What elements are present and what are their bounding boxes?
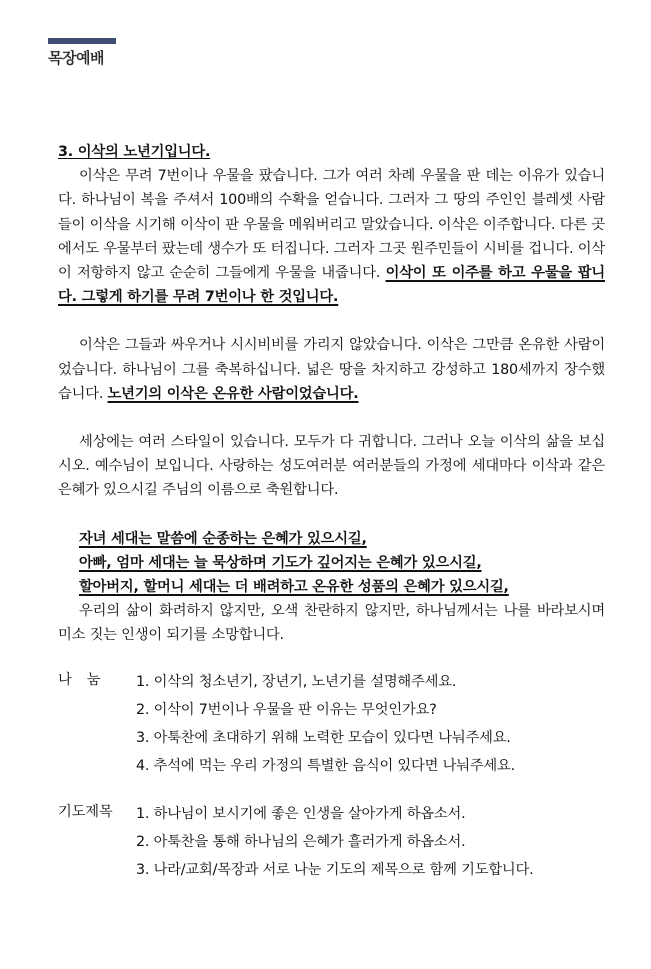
prayer-item: 2. 아툭찬을 통해 하나님의 은혜가 흘러가게 하옵소서. [136,833,466,850]
paragraph-closing: 우리의 삶이 화려하지 않지만, 오색 찬란하지 않지만, 하나님께서는 나를 바라보시며 미소 짓는 인생이 되기를 소망합니다. [58,603,605,644]
prayer-item: 1. 하나님이 보시기에 좋은 인생을 살아가게 하옵소서. [136,805,466,822]
blessing-line: 자녀 세대는 말씀에 순종하는 은혜가 있으시길, [79,530,367,547]
section-heading: 3. 이삭의 노년기입니다. [58,144,211,160]
sharing-label: 나눔 [58,671,116,688]
sharing-item: 2. 이삭이 7번이나 우물을 판 이유는 무엇인가요? [136,701,437,718]
paragraph-meekness [58,333,605,406]
sharing-item: 3. 아툭찬에 초대하기 위해 노력한 모습이 있다면 나눠주세요. [136,729,511,746]
paragraph-wells [58,164,605,309]
prayer-item: 3. 나라/교회/목장과 서로 나눈 기도의 제목으로 함께 기도합니다. [136,861,534,878]
prayer-list [136,800,605,884]
prayer-label: 기도제목 [58,803,113,820]
blessing-line: 할아버지, 할머니 세대는 더 배려하고 온유한 성품의 은혜가 있으시길, [79,579,509,596]
paragraph-wells-emphasis: 이삭이 또 이주를 하고 우물을 팝니다. 그렇게 하기를 무려 7번이나 한 것입니다. [58,265,606,306]
header-accent-bar [48,38,116,44]
prayer-section [58,800,605,884]
paragraph-meekness-text: 이삭은 그들과 싸우거나 시시비비를 가리지 않았습니다. 이삭은 그만큼 온유한 사람이었습니다. 하나님이 그를 축복하십니다. 넓은 땅을 차지하고 강성하고 180세까지 장수했습니다. [58,337,605,402]
spacer [58,406,605,430]
document-body [58,140,605,884]
blessing-line: 아빠, 엄마 세대는 늘 묵상하며 기도가 깊어지는 은혜가 있으시길, [79,554,482,571]
sharing-list [136,668,605,780]
paragraph-blessing-intro: 세상에는 여러 스타일이 있습니다. 모두가 다 귀합니다. 그러나 오늘 이삭의 삶을 보십시오. 예수님이 보입니다. 사랑하는 성도여러분 여러분들의 가정에 세대마다 이삭과 같은 은혜가 있으시길 주님의 이름으로 축원합니다. [58,434,605,499]
sharing-item: 4. 추석에 먹는 우리 가정의 특별한 음식이 있다면 나눠주세요. [136,757,515,774]
sharing-item: 1. 이삭의 청소년기, 장년기, 노년기를 설명해주세요. [136,673,457,690]
paragraph-wells-text: 이삭은 무려 7번이나 우물을 팠습니다. 그가 여러 차례 우물을 판 데는 이유가 있습니다. 하나님이 복을 주셔서 100배의 수확을 얻습니다. 그러자 그 땅의 주인인 블레셋 사람들이 이삭을 시기해 이삭이 판 우물을 메워버리고 말았습니다. 이삭은 이주합니다. 다른 곳에서도 우물부터 팠는데 생수가 또 터집니다. 그러자 그곳 원주민들이 시비를 겁니다. 이삭이 저항하지 않고 순순히 그들에게 우물을 내줍니다. [58,168,605,282]
header-title: 목장예배 [48,49,104,67]
spacer [58,503,605,527]
paragraph-meekness-emphasis: 노년기의 이삭은 온유한 사람이었습니다. [107,385,359,402]
spacer [58,309,605,333]
sharing-section [58,668,605,780]
